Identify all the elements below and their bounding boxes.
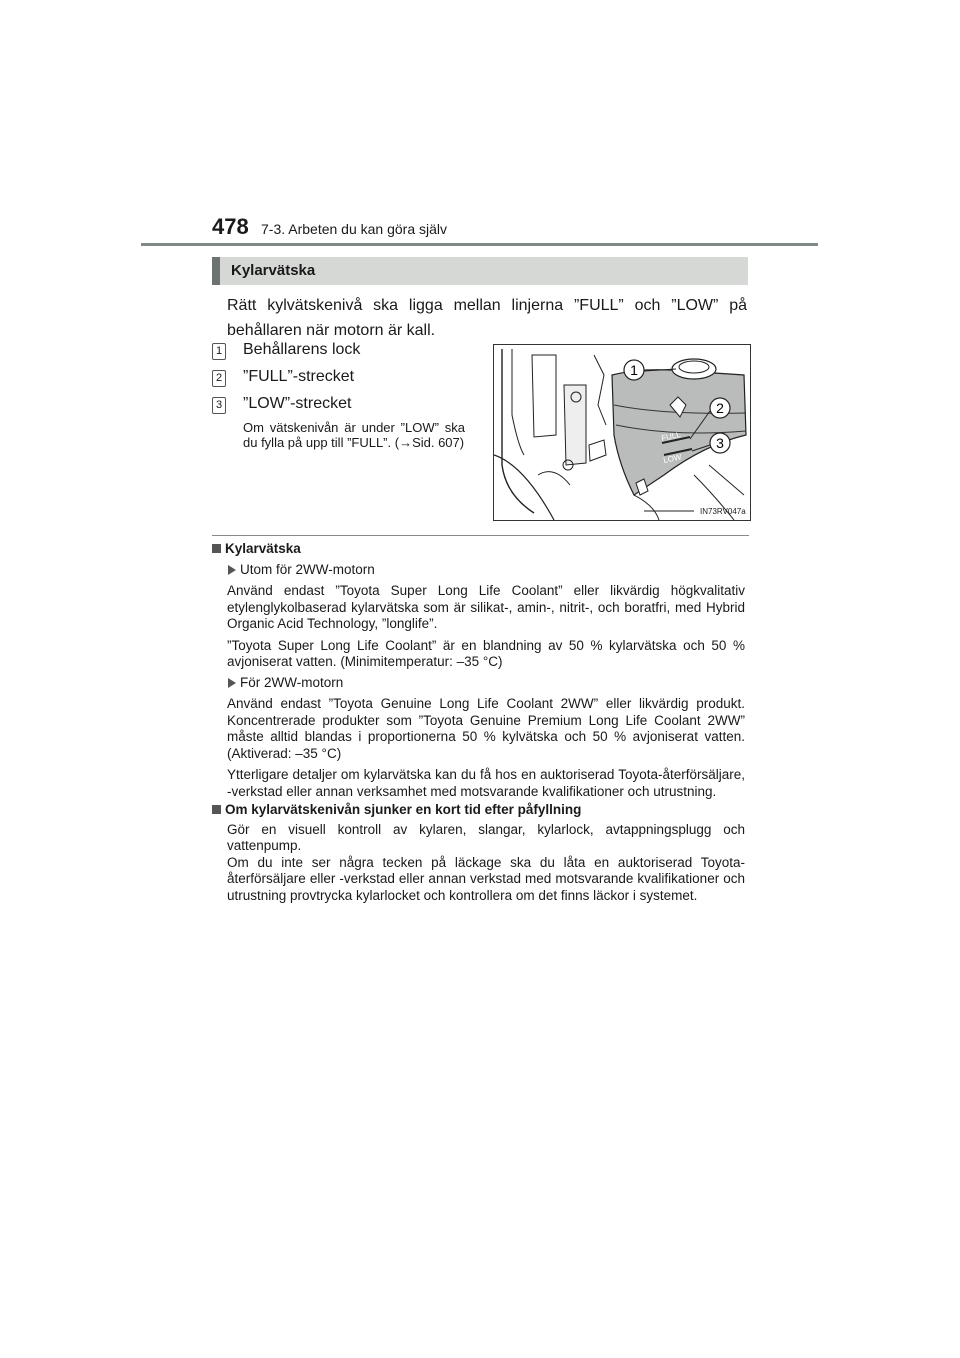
- paragraph: Gör en visuell kontroll av kylaren, slangar, kylarlock, avtappningsplugg och vattenpump.: [227, 821, 745, 853]
- low-mark-text: LOW: [662, 452, 683, 465]
- triangle-bullet-icon: [228, 565, 236, 575]
- callout-label: ”FULL”-strecket: [243, 368, 355, 385]
- marker-3: 3: [716, 435, 724, 451]
- for-2ww-text: För 2WW-motorn: [240, 674, 344, 690]
- callout-number: 3: [212, 397, 226, 414]
- section-accent: [212, 257, 220, 285]
- section-title: Kylarvätska: [231, 262, 316, 279]
- coolant-reservoir-illustration: [493, 344, 751, 521]
- page-number: 478: [212, 214, 249, 239]
- header-rule: [141, 243, 818, 246]
- figure-code: IN73RV047a: [700, 507, 746, 516]
- paragraph: Använd endast ”Toyota Genuine Long Life Coolant 2WW” eller likvärdig produkt. Koncentrerade produkter som ”Toyota Genuine Premium Long Life Coolant 2WW” måste alltid blandas i proportionerna 50 % kylvätska och 50 % avjoniserat vatten. (Aktiverad: –35 °C): [227, 696, 745, 761]
- coolant-heading-text: Kylarvätska: [225, 541, 301, 556]
- triangle-bullet-icon: [228, 678, 236, 688]
- section-divider: [212, 535, 749, 536]
- square-bullet-icon: [212, 544, 221, 553]
- refill-note: Om vätskenivån är under ”LOW” ska du fylla på upp till ”FULL”. (→Sid. 607): [243, 420, 465, 450]
- except-2ww-text: Utom för 2WW-motorn: [240, 561, 375, 577]
- details-body: [212, 541, 745, 904]
- marker-1: 1: [630, 362, 638, 378]
- section-intro: Rätt kylvätskenivå ska ligga mellan linjerna ”FULL” och ”LOW” på behållaren när motorn är kall.: [227, 297, 747, 339]
- callout-number: 2: [212, 370, 226, 387]
- paragraph: Om du inte ser några tecken på läckage ska du låta en auktoriserad Toyota-återförsäljare eller -verkstad eller annan verkstad med motsvarande kvalifikationer och utrustning provtrycka kylarlocket och kontrollera om det finns läckor i systemet.: [227, 854, 745, 903]
- callout-label: ”LOW”-strecket: [243, 395, 352, 412]
- square-bullet-icon: [212, 805, 221, 814]
- paragraph: ”Toyota Super Long Life Coolant” är en blandning av 50 % kylarvätska och 50 % avjoniserat vatten. (Minimitemperatur: –35 °C): [227, 637, 745, 669]
- chapter-title: 7-3. Arbeten du kan göra själv: [261, 221, 448, 237]
- marker-2: 2: [716, 400, 724, 416]
- callout-label: Behållarens lock: [243, 341, 361, 358]
- full-mark-text: FULL: [660, 430, 682, 443]
- paragraph: Använd endast ”Toyota Super Long Life Coolant” eller likvärdig högkvalitativ etylenglykolbaserad kylarvätska som är silikat-, amin-, nitrit-, och boratfri, med Hybrid Organic Acid Technology, ”longlife”.: [227, 583, 745, 631]
- except-2ww-heading: [212, 562, 745, 579]
- paragraph: Ytterligare detaljer om kylarvätska kan du få hos en auktoriserad Toyota-återförsäljare, -verkstad eller annan verksamhet med motsvarande kvalifikationer och utrustning.: [227, 767, 745, 799]
- coolant-heading: [212, 541, 745, 558]
- engine-bay-drawing: [494, 345, 750, 520]
- section-heading-bar: [212, 257, 748, 285]
- coolant-drop-heading-text: Om kylarvätskenivån sjunker en kort tid efter påfyllning: [225, 802, 582, 817]
- callout-number: 1: [212, 343, 226, 360]
- coolant-drop-heading: [212, 802, 745, 819]
- for-2ww-heading: [212, 675, 745, 692]
